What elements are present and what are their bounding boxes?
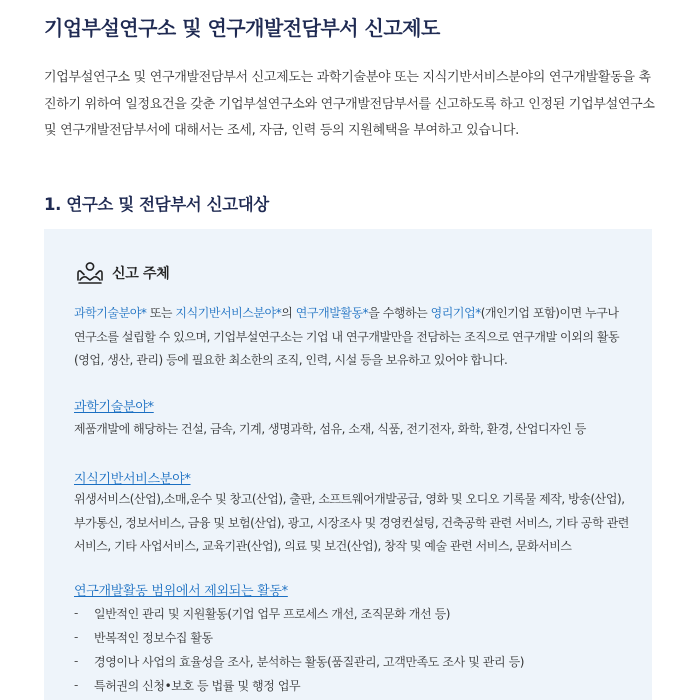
list-item-text: 특허권의 신청•보호 등 법률 및 행정 업무: [94, 678, 301, 693]
intro-paragraph: 기업부설연구소 및 연구개발전담부서 신고제도는 과학기술분야 또는 지식기반서비스분야의 연구개발활동을 촉진하기 위하여 일정요건을 갖춘 기업부설연구소와 연구개발전담부서를 신고하도록 하고 인정된 기업부설연구소 및 연구개발전담부서에 대해서는 조세, 자금, 인력 등의 지원혜택을 부여하고 있습니다.: [44, 70, 655, 138]
page-title: 기업부설연구소 및 연구개발전담부서 신고제도: [44, 16, 440, 40]
text-fragment: 의: [281, 306, 296, 320]
knowledge-field-text: 위생서비스(산업),소매,운수 및 창고(산업), 출판, 소프트웨어개발공급, 영화 및 오디오 기록물 제작, 방송(산업), 부가통신, 정보서비스, 금융 및 보험(산업), 광고, 시장조사 및 경영컨설팅, 건축공학 관련 서비스, 기타 공학 관련 서비스, 기타 사업서비스, 교육기관(산업), 의료 및 보건(산업), 창작 및 예술 관련 서비스, 문화서비스: [74, 492, 629, 553]
text-fragment: 또는: [146, 306, 176, 320]
list-item: [74, 601, 524, 625]
list-item-text: 경영이나 사업의 효율성을 조사, 분석하는 활동(품질관리, 고객만족도 조사 및 관리 등): [94, 654, 525, 669]
science-field-heading: 과학기술분야*: [74, 400, 154, 415]
excluded-activities-heading: 연구개발활동 범위에서 제외되는 활동*: [74, 584, 288, 599]
dash-bullet: -: [74, 606, 78, 620]
section-title: 1. 연구소 및 전담부서 신고대상: [44, 195, 269, 214]
dash-bullet: -: [74, 630, 78, 644]
excluded-activities-list: [74, 601, 524, 697]
link-rnd-activity[interactable]: 연구개발활동*: [295, 306, 369, 320]
text-fragment: 을 수행하는: [368, 306, 431, 320]
list-item: [74, 625, 524, 649]
list-item: [74, 673, 524, 697]
subject-label: 신고 주체: [112, 266, 170, 282]
list-item: [74, 649, 524, 673]
dash-bullet: -: [74, 654, 78, 668]
link-for-profit-company[interactable]: 영리기업*: [430, 306, 481, 320]
hand-user-icon: [75, 258, 105, 288]
knowledge-field-heading: 지식기반서비스분야*: [74, 472, 191, 487]
subject-description: [74, 302, 630, 373]
list-item-text: 반복적인 정보수집 활동: [94, 630, 213, 645]
link-science-field[interactable]: 과학기술분야*: [74, 306, 147, 320]
dash-bullet: -: [74, 678, 78, 692]
list-item-text: 일반적인 관리 및 지원활동(기업 업무 프로세스 개선, 조직문화 개선 등): [94, 606, 451, 621]
text-fragment: (개인기업 포함)이면 누구나 연구소를 설립할 수 있으며, 기업부설연구소는 기업 내 연구개발만을 전담하는 조직으로 연구개발 이외의 활동(영업, 생산, 관리) 등에 필요한 최소한의 조직, 인력, 시설 등을 보유하고 있어야 합니다.: [74, 306, 620, 367]
link-knowledge-field[interactable]: 지식기반서비스분야*: [175, 306, 282, 320]
science-field-text: 제품개발에 해당하는 건설, 금속, 기계, 생명과학, 섬유, 소재, 식품, 전기전자, 화학, 환경, 산업디자인 등: [74, 422, 586, 436]
subject-header: [75, 258, 169, 288]
